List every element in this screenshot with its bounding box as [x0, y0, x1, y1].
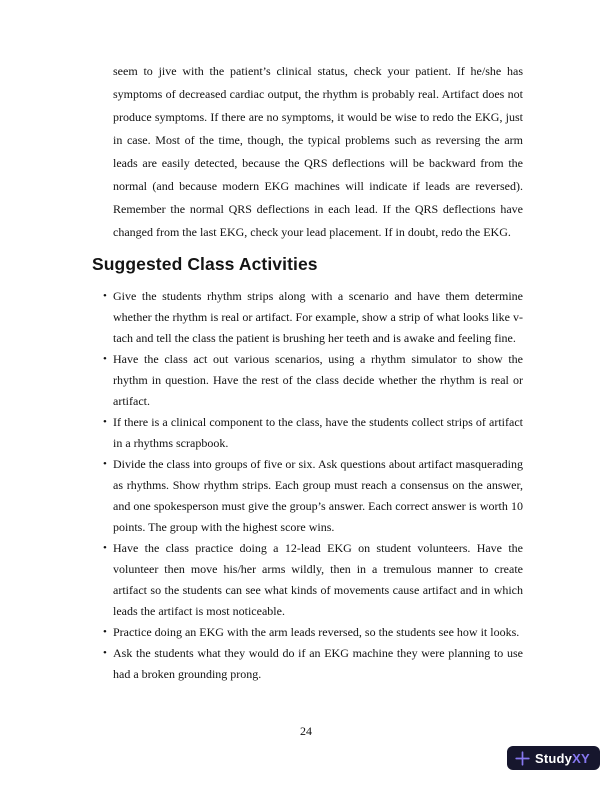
list-item: • Give the students rhythm strips along with a scenario and have them determine whether the rhythm is real or artifact. For example, show a strip of what looks like v-tach and tell the class the patient is brushing her teeth and is awake and feeling fine. [103, 286, 523, 349]
list-item: • Practice doing an EKG with the arm leads reversed, so the students see how it looks. [103, 622, 523, 643]
page-number: 24 [300, 724, 312, 738]
section-heading: Suggested Class Activities [92, 254, 318, 274]
logo-text [535, 752, 590, 765]
studyxy-logo[interactable] [507, 746, 600, 770]
page-content [92, 60, 523, 685]
list-item: • Ask the students what they would do if an EKG machine they were planning to use had a broken grounding prong. [103, 643, 523, 685]
logo-text-accent: XY [572, 750, 590, 766]
list-item: • Have the class act out various scenarios, using a rhythm simulator to show the rhythm in question. Have the rest of the class decide whether the rhythm is real or artifact. [103, 349, 523, 412]
list-item: • Have the class practice doing a 12-lead EKG on student volunteers. Have the volunteer then move his/her arms wildly, then in a tremulous manner to create artifact so the students can see what kinds of movements cause artifact and in which leads the artifact is most noticeable. [103, 538, 523, 622]
plus-icon [515, 751, 530, 766]
list-item: • Divide the class into groups of five or six. Ask questions about artifact masquerading as rhythms. Show rhythm strips. Each group must reach a consensus on the answer, and one spokesperson must give the group’s answer. Each correct answer is worth 10 points. The group with the highest score wins. [103, 454, 523, 538]
activities-list [92, 286, 523, 685]
intro-paragraph: seem to jive with the patient’s clinical status, check your patient. If he/she has symptoms of decreased cardiac output, the rhythm is probably real. Artifact does not produce symptoms. If there are no symptoms, it would be wise to redo the EKG, just in case. Most of the time, though, the typical problems such as reversing the arm leads are easily detected, because the QRS deflections will be backward from the normal (and because modern EKG machines will indicate if leads are reversed). Remember the normal QRS deflections in each lead. If the QRS deflections have changed from the last EKG, check your lead placement. If in doubt, redo the EKG. [113, 64, 523, 239]
list-item: • If there is a clinical component to the class, have the students collect strips of artifact in a rhythms scrapbook. [103, 412, 523, 454]
logo-text-primary: Study [535, 750, 573, 766]
